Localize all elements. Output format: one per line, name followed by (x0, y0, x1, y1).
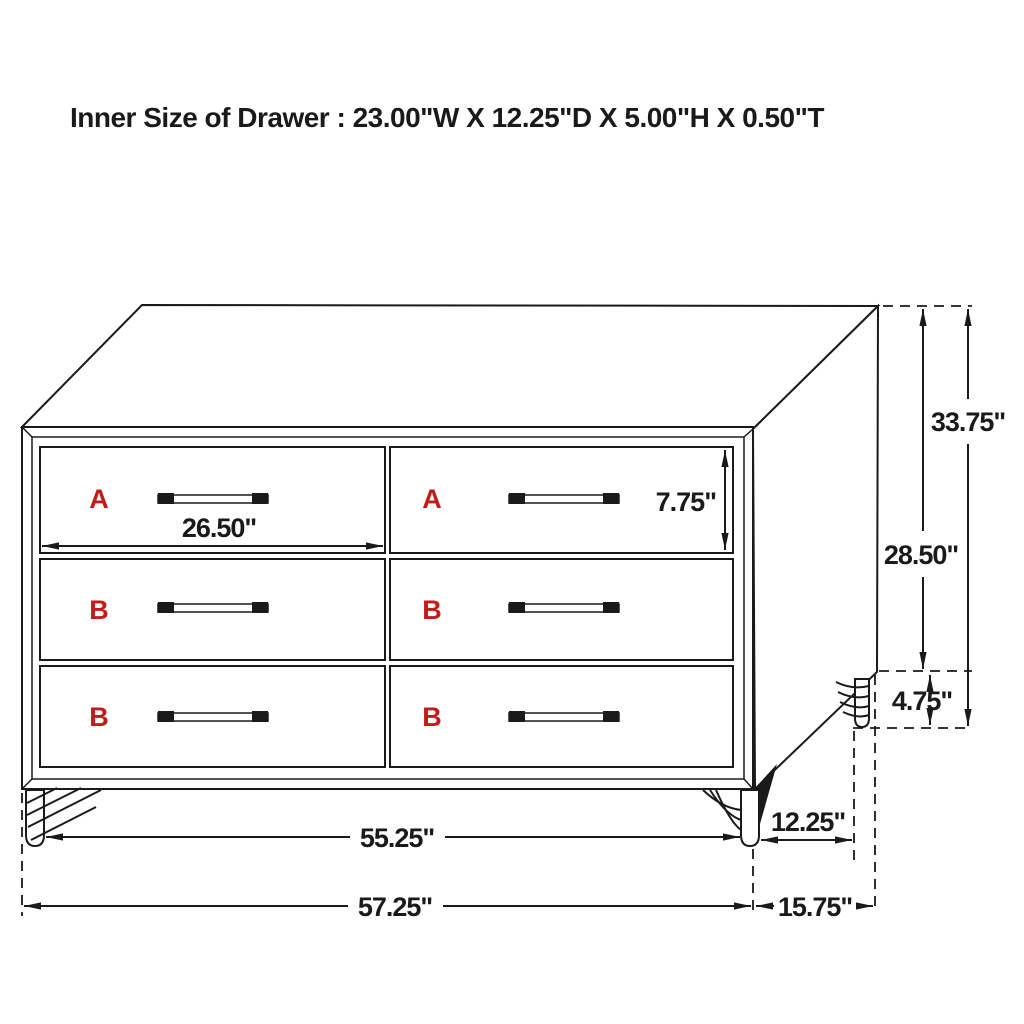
drawer-bottom-left (40, 666, 385, 767)
dimension-label: 28.50" (883, 540, 959, 570)
dimension-label: 26.50" (181, 513, 257, 543)
drawer-label: B (89, 702, 109, 732)
drawer-label: B (422, 702, 442, 732)
dimension-label: 15.75" (777, 892, 853, 922)
drawer-middle-right (390, 559, 733, 660)
dimension-label: 57.25" (357, 892, 433, 922)
drawer-handle (158, 602, 268, 613)
diagram-title: Inner Size of Drawer : 23.00"W X 12.25"D X 5.00"H X 0.50"T (70, 102, 824, 133)
drawer-handle (158, 493, 268, 504)
dimension-label: 33.75" (930, 407, 1006, 437)
dim-side-leg-span (761, 807, 852, 840)
dimension-label: 7.75" (655, 487, 716, 517)
dimension-label: 4.75" (891, 686, 953, 716)
drawer-handle (509, 602, 619, 613)
drawer-label: A (422, 484, 442, 514)
drawer-bottom-right (390, 666, 733, 767)
drawer-handle (158, 711, 268, 722)
drawer-handle (509, 711, 619, 722)
drawer-middle-left (40, 559, 385, 660)
drawer-label: B (89, 595, 109, 625)
drawer-label: B (422, 595, 442, 625)
dimension-label: 55.25" (359, 823, 435, 853)
dresser-top-surface (22, 305, 878, 429)
drawer-handle (509, 493, 619, 504)
drawer-label: A (89, 484, 109, 514)
dimension-label: 12.25" (770, 807, 846, 837)
